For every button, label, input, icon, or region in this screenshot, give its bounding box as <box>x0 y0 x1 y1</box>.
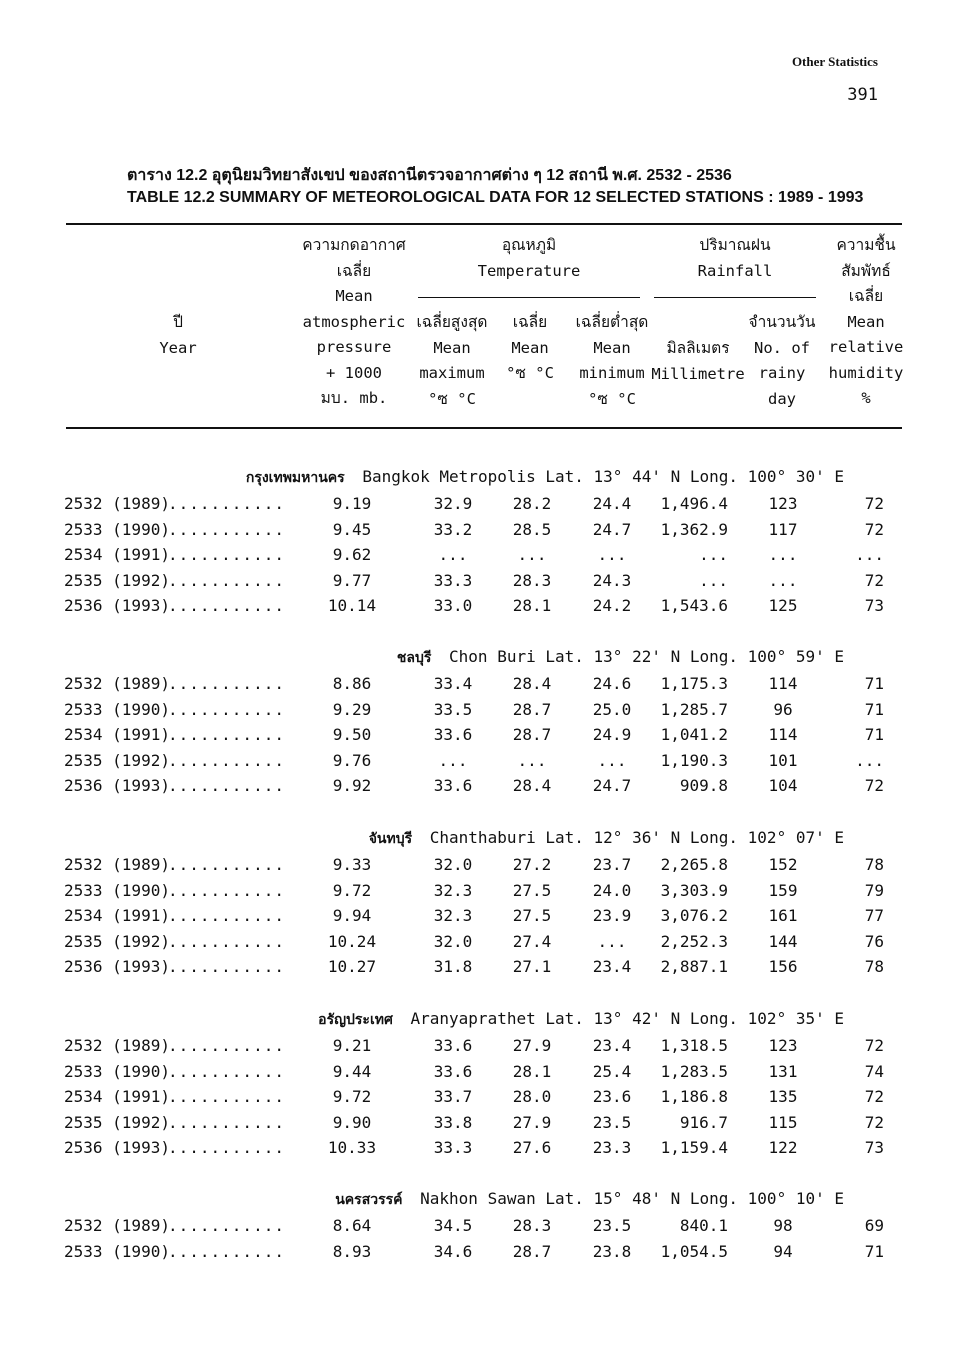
cell-mean: 27.5 <box>512 880 552 900</box>
header-line: No. of <box>754 338 810 357</box>
header-line: เฉลี่ย <box>848 287 884 305</box>
station-coordinates: Lat. 13° 42' N Long. 102° 35' E <box>545 1009 844 1028</box>
cell-rainfall-mm: ... <box>699 545 728 565</box>
leader-dots: ........... <box>168 880 285 900</box>
header-line: สัมพัทธ์ <box>841 261 891 280</box>
cell-year: 2532 (1989) <box>64 1216 170 1235</box>
header-line: humidity <box>828 363 904 382</box>
header-line: Mean <box>847 312 885 331</box>
cell-year: 2535 (1992) <box>64 570 170 590</box>
leader-dots: ........... <box>168 1138 285 1158</box>
leader-dots: ........... <box>168 1241 285 1261</box>
col-header-rainfall <box>654 233 816 284</box>
cell-mean: 27.1 <box>512 957 552 977</box>
rainfall-span-rule <box>654 297 816 298</box>
cell-humidity: 72 <box>864 494 884 513</box>
leader-dots: ........... <box>168 931 285 951</box>
header-line: Mean <box>335 287 373 305</box>
cell-rainfall-mm: 1,041.2 <box>660 725 728 745</box>
cell-mean-min: 24.3 <box>592 570 632 590</box>
cell-mean-max: 32.9 <box>433 494 473 513</box>
table-title-english: TABLE 12.2 SUMMARY OF METEOROLOGICAL DATA FOR 12 SELECTED STATIONS : 1989 - 1993 <box>127 189 864 206</box>
station-name-thai: จันทบุรี <box>368 831 413 847</box>
cell-rainy-days: 123 <box>768 1036 798 1055</box>
header-line: ความชื้น <box>836 236 896 254</box>
table-row <box>0 725 966 751</box>
cell-mean: 28.3 <box>512 1216 552 1235</box>
cell-mean-max: 33.8 <box>433 1112 473 1132</box>
cell-pressure: 8.86 <box>332 674 372 693</box>
cell-mean: 27.2 <box>512 855 552 874</box>
cell-pressure: 9.19 <box>332 494 372 513</box>
station-name-english: Chanthaburi <box>429 828 536 847</box>
cell-rainy-days: 98 <box>773 1216 793 1235</box>
table-row <box>0 932 966 958</box>
cell-mean-min: ... <box>597 931 627 951</box>
header-line: มิลลิเมตร <box>666 339 730 357</box>
col-header-rainy-days <box>746 310 818 412</box>
cell-mean-max: 33.2 <box>433 519 473 539</box>
cell-humidity: ... <box>855 545 884 565</box>
leader-dots: ........... <box>168 596 285 616</box>
table-row <box>0 520 966 546</box>
cell-pressure: 10.14 <box>327 596 377 616</box>
cell-rainfall-mm: 916.7 <box>679 1112 728 1132</box>
station-name-thai: อรัญประเทศ <box>318 1012 393 1028</box>
cell-rainfall-mm: 1,362.9 <box>660 519 728 539</box>
table-row <box>0 1087 966 1113</box>
leader-dots: ........... <box>168 750 285 770</box>
table-row <box>0 1113 966 1139</box>
table-row <box>0 700 966 726</box>
cell-mean: 27.6 <box>512 1138 552 1158</box>
cell-mean-max: 33.6 <box>433 776 473 796</box>
cell-pressure: 9.76 <box>332 750 372 770</box>
station-heading <box>369 828 844 850</box>
cell-year: 2533 (1990) <box>64 1241 170 1261</box>
cell-mean: 27.9 <box>512 1036 552 1055</box>
cell-rainy-days: 161 <box>768 906 798 926</box>
cell-mean: ... <box>517 750 547 770</box>
cell-rainfall-mm: 1,054.5 <box>660 1241 728 1261</box>
station-coordinates: Lat. 13° 44' N Long. 100° 30' E <box>545 467 844 486</box>
cell-rainfall-mm: 909.8 <box>679 776 728 796</box>
cell-pressure: 9.33 <box>332 855 372 874</box>
table-row <box>0 776 966 802</box>
cell-rainy-days: 104 <box>768 776 798 796</box>
header-line: % <box>861 389 871 407</box>
cell-mean-max: 33.6 <box>433 1061 473 1081</box>
cell-humidity: ... <box>855 750 884 770</box>
cell-pressure: 8.64 <box>332 1216 372 1235</box>
header-line: Mean <box>433 338 471 357</box>
cell-pressure: 10.24 <box>327 931 377 951</box>
cell-mean: 28.4 <box>512 776 552 796</box>
cell-humidity: 72 <box>864 1112 884 1132</box>
cell-mean-min: 24.7 <box>592 519 632 539</box>
header-line: minimum <box>579 364 645 382</box>
table-row <box>0 1036 966 1062</box>
cell-mean-min: 23.3 <box>592 1138 632 1158</box>
cell-mean-max: 33.0 <box>433 596 473 616</box>
cell-pressure: 8.93 <box>332 1241 372 1261</box>
table-row <box>0 1242 966 1268</box>
cell-humidity: 72 <box>864 776 884 796</box>
header-line: ความกดอากาศ <box>302 236 406 254</box>
cell-humidity: 72 <box>864 519 884 539</box>
cell-year: 2533 (1990) <box>64 699 170 719</box>
cell-mean: 28.3 <box>512 570 552 590</box>
header-line: จำนวนวัน <box>748 313 816 331</box>
leader-dots: ........... <box>168 519 285 539</box>
cell-pressure: 9.62 <box>332 545 372 565</box>
cell-rainy-days: 156 <box>768 957 798 977</box>
cell-mean-max: 32.0 <box>433 855 473 874</box>
cell-rainfall-mm: 1,159.4 <box>660 1138 728 1158</box>
cell-humidity: 73 <box>864 596 884 616</box>
cell-humidity: 78 <box>864 957 884 977</box>
cell-mean-min: 25.4 <box>592 1061 632 1081</box>
cell-year: 2536 (1993) <box>64 596 170 616</box>
cell-rainy-days: 122 <box>768 1138 798 1158</box>
station-name-english: Bangkok Metropolis <box>362 467 536 486</box>
table-row <box>0 855 966 881</box>
cell-mean-min: 25.0 <box>592 699 632 719</box>
header-line: Year <box>159 338 197 357</box>
leader-dots: ........... <box>168 545 285 565</box>
cell-pressure: 9.72 <box>332 1087 372 1107</box>
cell-pressure: 9.90 <box>332 1112 372 1132</box>
cell-year: 2533 (1990) <box>64 1061 170 1081</box>
cell-mean-min: 23.8 <box>592 1241 632 1261</box>
running-head: Other Statistics <box>791 54 878 69</box>
cell-year: 2532 (1989) <box>64 1036 170 1055</box>
cell-year: 2532 (1989) <box>64 674 170 693</box>
cell-rainfall-mm: ... <box>699 570 728 590</box>
header-line: Rainfall <box>697 261 773 280</box>
cell-humidity: 78 <box>864 855 884 874</box>
cell-mean-max: 32.0 <box>433 931 473 951</box>
station-name-english: Nakhon Sawan <box>420 1189 536 1208</box>
cell-year: 2532 (1989) <box>64 494 170 513</box>
cell-pressure: 9.45 <box>332 519 372 539</box>
header-line: ปริมาณฝน <box>699 236 771 254</box>
cell-mean-min: 24.2 <box>592 596 632 616</box>
leader-dots: ........... <box>168 1112 285 1132</box>
table-row <box>0 571 966 597</box>
leader-dots: ........... <box>168 1061 285 1081</box>
cell-pressure: 9.50 <box>332 725 372 745</box>
temperature-span-rule <box>418 297 640 298</box>
cell-humidity: 71 <box>864 674 884 693</box>
station-heading <box>335 1189 844 1211</box>
cell-mean-min: ... <box>597 545 627 565</box>
table-row <box>0 545 966 571</box>
cell-mean-min: 24.9 <box>592 725 632 745</box>
station-coordinates: Lat. 15° 48' N Long. 100° 10' E <box>545 1189 844 1208</box>
cell-rainfall-mm: 1,175.3 <box>660 674 728 693</box>
cell-mean-min: 24.7 <box>592 776 632 796</box>
cell-mean-max: 33.3 <box>433 570 473 590</box>
station-name-english: Aranyaprathet <box>410 1009 536 1028</box>
header-bottom-rule <box>66 427 902 429</box>
cell-mean-min: 23.7 <box>592 855 632 874</box>
cell-mean-min: 24.4 <box>592 494 632 513</box>
station-coordinates: Lat. 12° 36' N Long. 102° 07' E <box>545 828 844 847</box>
header-line: °ซ °C <box>506 364 554 382</box>
cell-rainfall-mm: 1,318.5 <box>660 1036 728 1055</box>
table-row <box>0 494 966 520</box>
cell-rainfall-mm: 3,076.2 <box>660 906 728 926</box>
cell-rainy-days: 159 <box>768 880 798 900</box>
cell-year: 2536 (1993) <box>64 776 170 796</box>
header-line: เฉลี่ย <box>512 313 548 331</box>
cell-humidity: 69 <box>864 1216 884 1235</box>
cell-pressure: 9.72 <box>332 880 372 900</box>
cell-mean: 28.5 <box>512 519 552 539</box>
cell-mean-max: 33.4 <box>433 674 473 693</box>
cell-year: 2533 (1990) <box>64 880 170 900</box>
cell-mean-min: 23.5 <box>592 1112 632 1132</box>
table-row <box>0 957 966 983</box>
cell-rainfall-mm: 1,285.7 <box>660 699 728 719</box>
header-line: pressure <box>316 338 392 356</box>
leader-dots: ........... <box>168 776 285 796</box>
station-heading <box>246 467 844 489</box>
cell-rainfall-mm: 2,252.3 <box>660 931 728 951</box>
header-line: มบ. mb. <box>320 389 388 407</box>
cell-pressure: 9.44 <box>332 1061 372 1081</box>
header-line: Millimetre <box>651 364 745 383</box>
col-header-temperature <box>418 233 640 284</box>
cell-mean-max: 31.8 <box>433 957 473 977</box>
station-coordinates: Lat. 13° 22' N Long. 100° 59' E <box>545 647 844 666</box>
cell-pressure: 9.77 <box>332 570 372 590</box>
cell-humidity: 72 <box>864 570 884 590</box>
cell-mean-max: 33.7 <box>433 1087 473 1107</box>
cell-rainy-days: 101 <box>768 750 798 770</box>
cell-mean-min: 23.6 <box>592 1087 632 1107</box>
table-title-thai: ตาราง 12.2 อุตุนิยมวิทยาสังเขป ของสถานีตรวจอากาศต่าง ๆ 12 สถานี พ.ศ. 2532 - 2536 <box>127 167 732 184</box>
cell-year: 2534 (1991) <box>64 1087 170 1107</box>
header-line: เฉลี่ยสูงสุด <box>416 313 488 331</box>
station-heading <box>318 1009 844 1031</box>
table-row <box>0 674 966 700</box>
station-name-thai: กรุงเทพมหานคร <box>245 470 345 486</box>
cell-mean-max: 33.6 <box>433 1036 473 1055</box>
cell-rainy-days: 125 <box>768 596 798 616</box>
col-header-humidity <box>826 233 906 412</box>
cell-humidity: 72 <box>864 1087 884 1107</box>
cell-humidity: 73 <box>864 1138 884 1158</box>
cell-rainfall-mm: 1,190.3 <box>660 750 728 770</box>
cell-mean: 27.4 <box>512 931 552 951</box>
cell-rainfall-mm: 840.1 <box>679 1216 728 1235</box>
leader-dots: ........... <box>168 494 285 513</box>
cell-mean-min: 23.4 <box>592 1036 632 1055</box>
leader-dots: ........... <box>168 674 285 693</box>
table-row <box>0 1062 966 1088</box>
header-line: relative <box>828 338 904 356</box>
cell-mean: 28.1 <box>512 596 552 616</box>
cell-rainy-days: 131 <box>768 1061 798 1081</box>
cell-mean-max: 33.5 <box>433 699 473 719</box>
cell-year: 2536 (1993) <box>64 1138 170 1158</box>
cell-mean-min: 24.0 <box>592 880 632 900</box>
cell-humidity: 72 <box>864 1036 884 1055</box>
cell-mean-max: 34.5 <box>433 1216 473 1235</box>
cell-mean-max: 32.3 <box>433 880 473 900</box>
table-top-rule <box>66 223 902 225</box>
cell-rainy-days: 135 <box>768 1087 798 1107</box>
header-line: เฉลี่ยต่ำสุด <box>575 313 649 331</box>
cell-humidity: 71 <box>864 1241 884 1261</box>
table-row <box>0 1138 966 1164</box>
header-line: atmospheric <box>302 312 406 331</box>
cell-pressure: 9.21 <box>332 1036 372 1055</box>
cell-rainfall-mm: 1,543.6 <box>660 596 728 616</box>
cell-pressure: 10.27 <box>327 957 377 977</box>
cell-humidity: 79 <box>864 880 884 900</box>
cell-year: 2536 (1993) <box>64 957 170 977</box>
cell-year: 2535 (1992) <box>64 750 170 770</box>
cell-mean: 28.0 <box>512 1087 552 1107</box>
cell-year: 2535 (1992) <box>64 1112 170 1132</box>
leader-dots: ........... <box>168 1087 285 1107</box>
cell-mean-max: 32.3 <box>433 906 473 926</box>
cell-rainy-days: 123 <box>768 494 798 513</box>
header-line: เฉลี่ย <box>336 261 372 280</box>
col-header-mean-min <box>568 310 656 412</box>
table-row <box>0 881 966 907</box>
leader-dots: ........... <box>168 855 285 874</box>
col-header-pressure <box>290 233 418 412</box>
header-line: Mean <box>593 338 631 357</box>
cell-rainfall-mm: 1,496.4 <box>660 494 728 513</box>
cell-pressure: 10.33 <box>327 1138 377 1158</box>
leader-dots: ........... <box>168 1036 285 1055</box>
cell-year: 2535 (1992) <box>64 931 170 951</box>
header-line: °ซ °C <box>588 389 636 408</box>
cell-humidity: 74 <box>864 1061 884 1081</box>
cell-rainy-days: ... <box>768 545 798 565</box>
station-name-thai: นครสวรรค์ <box>335 1192 403 1208</box>
header-line: °ซ °C <box>428 389 476 408</box>
cell-pressure: 9.29 <box>332 699 372 719</box>
cell-rainy-days: 152 <box>768 855 798 874</box>
cell-year: 2534 (1991) <box>64 725 170 745</box>
header-line: Mean <box>511 338 549 357</box>
table-row <box>0 1216 966 1242</box>
table-row <box>0 906 966 932</box>
cell-mean-max: 33.3 <box>433 1138 473 1158</box>
header-line: rainy <box>758 364 806 382</box>
cell-mean-max: ... <box>438 545 468 565</box>
cell-pressure: 9.94 <box>332 906 372 926</box>
leader-dots: ........... <box>168 699 285 719</box>
leader-dots: ........... <box>168 957 285 977</box>
station-heading <box>397 647 844 669</box>
cell-year: 2533 (1990) <box>64 519 170 539</box>
cell-year: 2532 (1989) <box>64 855 170 874</box>
leader-dots: ........... <box>168 570 285 590</box>
cell-rainy-days: ... <box>768 570 798 590</box>
cell-rainfall-mm: 2,887.1 <box>660 957 728 977</box>
cell-mean-max: 34.6 <box>433 1241 473 1261</box>
cell-humidity: 71 <box>864 725 884 745</box>
header-line: day <box>768 389 796 408</box>
cell-rainy-days: 115 <box>768 1112 798 1132</box>
header-line: อุณหภูมิ <box>501 236 557 254</box>
cell-mean-max: ... <box>438 750 468 770</box>
leader-dots: ........... <box>168 725 285 745</box>
station-name-english: Chon Buri <box>449 647 536 666</box>
cell-mean-max: 33.6 <box>433 725 473 745</box>
cell-rainy-days: 114 <box>768 725 798 745</box>
header-line: maximum <box>419 364 485 382</box>
page-number: 391 <box>847 85 878 105</box>
cell-mean: 28.2 <box>512 494 552 513</box>
cell-humidity: 77 <box>864 906 884 926</box>
cell-mean-min: 23.4 <box>592 957 632 977</box>
cell-mean-min: 23.9 <box>592 906 632 926</box>
cell-mean: 28.7 <box>512 699 552 719</box>
station-name-thai: ชลบุรี <box>396 650 432 666</box>
cell-rainy-days: 114 <box>768 674 798 693</box>
header-line: Temperature <box>477 261 581 280</box>
col-header-mean-max <box>412 310 492 412</box>
cell-humidity: 71 <box>864 699 884 719</box>
cell-rainy-days: 117 <box>768 519 798 539</box>
cell-mean-min: 23.5 <box>592 1216 632 1235</box>
cell-pressure: 9.92 <box>332 776 372 796</box>
cell-rainfall-mm: 1,186.8 <box>660 1087 728 1107</box>
cell-mean-min: 24.6 <box>592 674 632 693</box>
leader-dots: ........... <box>168 1216 285 1235</box>
cell-mean: 28.7 <box>512 725 552 745</box>
col-header-millimetre <box>650 336 746 387</box>
cell-mean: 28.4 <box>512 674 552 693</box>
col-header-mean <box>498 310 562 387</box>
cell-mean: ... <box>517 545 547 565</box>
cell-mean: 27.9 <box>512 1112 552 1132</box>
cell-year: 2534 (1991) <box>64 545 170 565</box>
cell-mean-min: ... <box>597 750 627 770</box>
col-header-year <box>128 310 228 361</box>
header-line: ปี <box>173 313 183 331</box>
cell-mean: 28.7 <box>512 1241 552 1261</box>
cell-rainy-days: 94 <box>773 1241 793 1261</box>
cell-mean: 27.5 <box>512 906 552 926</box>
cell-rainy-days: 144 <box>768 931 798 951</box>
cell-humidity: 76 <box>864 931 884 951</box>
table-row <box>0 596 966 622</box>
table-row <box>0 751 966 777</box>
cell-mean: 28.1 <box>512 1061 552 1081</box>
leader-dots: ........... <box>168 906 285 926</box>
cell-rainfall-mm: 2,265.8 <box>660 855 728 874</box>
cell-rainfall-mm: 1,283.5 <box>660 1061 728 1081</box>
cell-year: 2534 (1991) <box>64 906 170 926</box>
cell-rainy-days: 96 <box>773 699 793 719</box>
header-line: + 1000 <box>326 363 382 382</box>
cell-rainfall-mm: 3,303.9 <box>660 880 728 900</box>
